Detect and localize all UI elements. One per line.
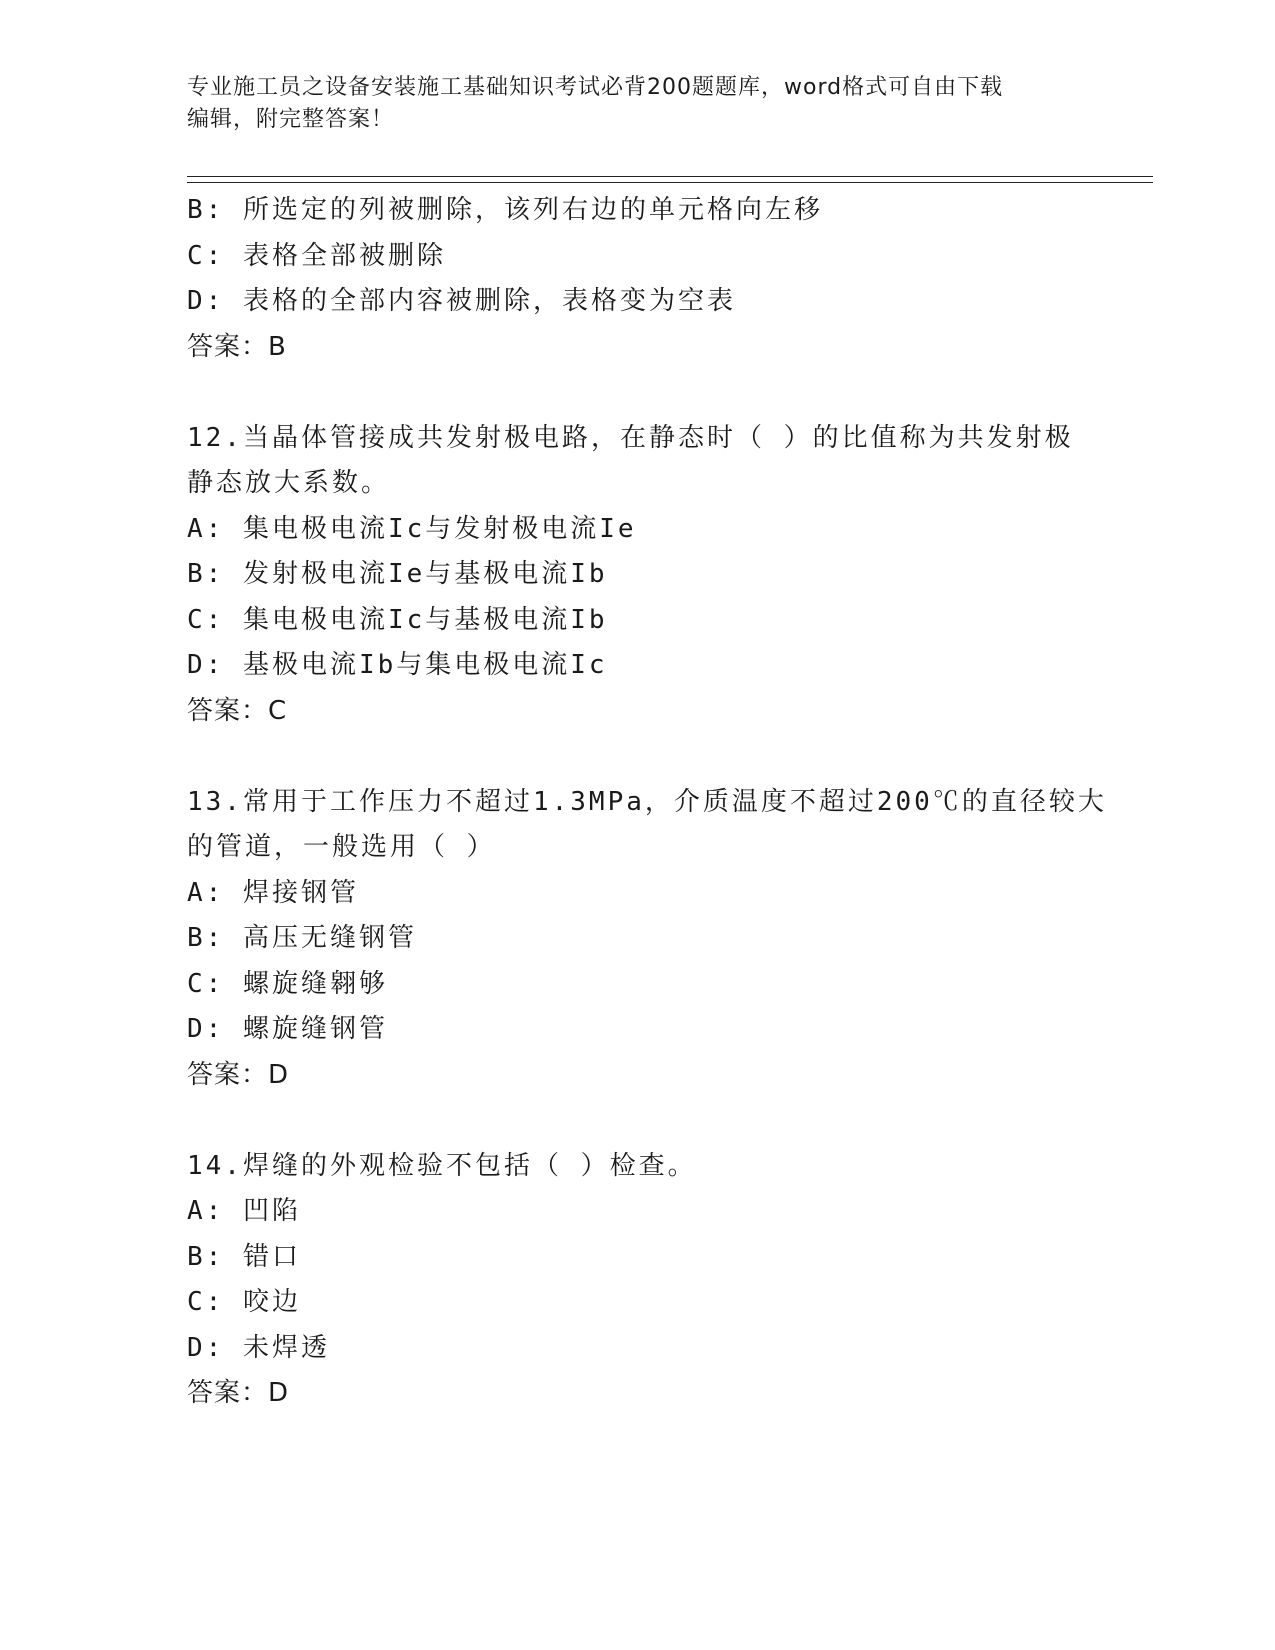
question-title-line-2: 静态放大系数。 [187,468,391,498]
answer-label: 答案： [187,331,269,362]
option-a: A: 集电极电流Ic与发射极电流Ie [187,513,637,544]
question-title-line-1: 12.当晶体管接成共发射极电路，在静态时（ ）的比值称为共发射极 [187,422,1074,453]
question-spacer [187,370,1147,416]
option-c: C: 螺旋缝翱够 [187,968,388,999]
option-c: C: 集电极电流Ic与基极电流Ib [187,604,608,635]
question-block-continued [187,188,1147,370]
option-b: B: 发射极电流Ie与基极电流Ib [187,559,608,589]
option-a: A: 焊接钢管 [187,877,359,908]
answer-value: B [268,331,287,362]
question-block [187,416,1147,735]
answer-value: C [268,695,288,726]
option-d: D: 基极电流Ib与集电极电流Ic [187,650,608,680]
answer-label: 答案： [187,1059,269,1090]
question-spacer [187,1098,1147,1144]
question-title-line-1: 13.常用于工作压力不超过1.3MPa，介质温度不超过200℃的直径较大 [187,786,1107,817]
option-b: B: 错口 [187,1241,301,1272]
answer-label: 答案： [187,695,269,726]
header-line-1: 专业施工员之设备安装施工基础知识考试必背200题题库，word格式可自由下载 [187,75,1004,100]
header-rule-bottom [187,182,1153,183]
answer-value: D [268,1059,290,1090]
option-d: D: 表格的全部内容被删除，表格变为空表 [187,286,736,316]
question-block [187,780,1147,1099]
header-line-2: 编辑，附完整答案！ [187,107,395,132]
answer-line [187,1053,1147,1099]
option-b: B: 所选定的列被删除，该列右边的单元格向左移 [187,195,823,225]
answer-label: 答案： [187,1378,269,1408]
answer-value: D [268,1378,290,1408]
question-list [187,188,1147,1417]
question-title-line-2: 的管道，一般选用（ ） [187,832,496,862]
option-b: B: 高压无缝钢管 [187,923,417,953]
option-c: C: 表格全部被删除 [187,240,446,271]
question-spacer [187,734,1147,780]
question-block [187,1144,1147,1417]
option-c: C: 咬边 [187,1287,301,1317]
answer-line [187,689,1147,735]
option-d: D: 螺旋缝钢管 [187,1014,388,1044]
document-header [187,72,1087,136]
option-d: D: 未焊透 [187,1332,330,1363]
question-title-line-1: 14.焊缝的外观检验不包括（ ）检查。 [187,1150,697,1181]
answer-line [187,1371,1147,1417]
answer-line [187,325,1147,371]
header-rule-top [187,176,1153,177]
option-a: A: 凹陷 [187,1196,301,1226]
